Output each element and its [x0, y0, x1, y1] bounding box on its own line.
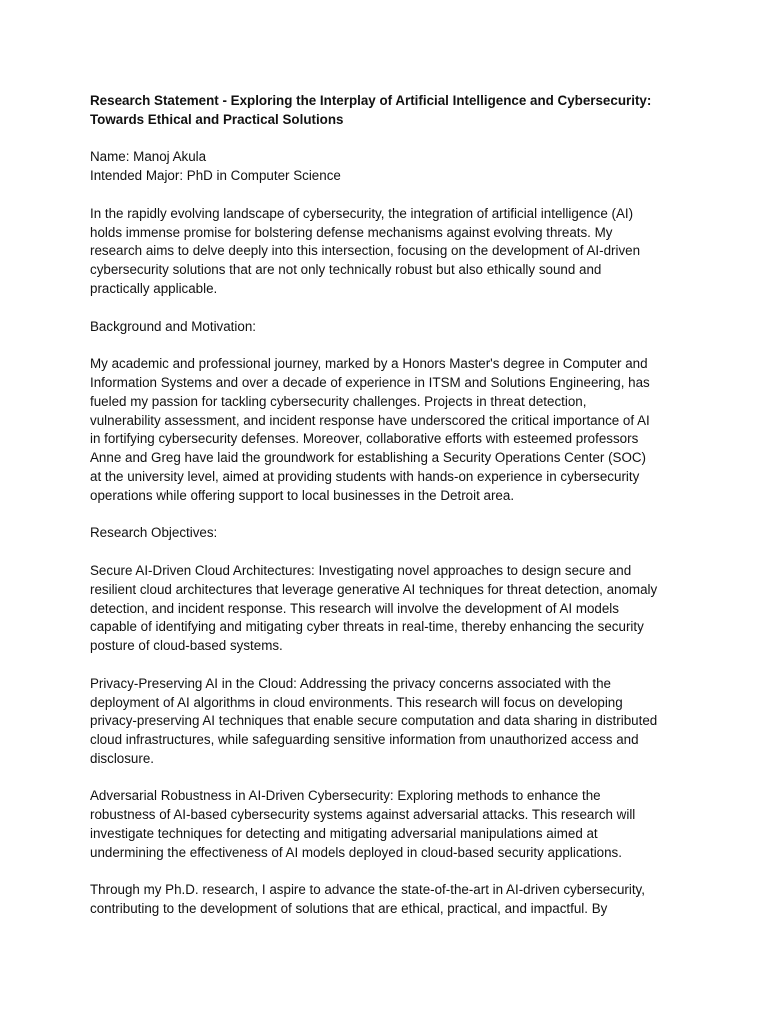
- paragraph-line: Adversarial Robustness in AI-Driven Cybersecurity: Exploring methods to enhance the: [90, 788, 601, 804]
- section-heading: Background and Motivation:: [90, 318, 256, 334]
- paragraph-line: Privacy-Preserving AI in the Cloud: Addressing the privacy concerns associated with the: [90, 675, 612, 691]
- objective-privacy: [90, 675, 690, 769]
- paragraph-line: cloud infrastructures, while safeguarding sensitive information from unauthorized access and: [90, 732, 639, 748]
- paragraph-line: robustness of AI-based cybersecurity systems against adversarial attacks. This research will: [90, 807, 636, 823]
- paragraph-line: deployment of AI algorithms in cloud environments. This research will focus on developing: [90, 694, 623, 710]
- objectives-heading: [90, 524, 690, 543]
- paragraph-line: contributing to the development of solutions that are ethical, practical, and impactful. By: [90, 901, 608, 917]
- paragraph-line: posture of cloud-based systems.: [90, 638, 283, 654]
- title-line: Towards Ethical and Practical Solutions: [90, 111, 344, 127]
- paragraph-line: My academic and professional journey, marked by a Honors Master's degree in Computer and: [90, 356, 648, 372]
- paragraph-line: cybersecurity solutions that are not only technically robust but also ethically sound and: [90, 262, 602, 278]
- name-line: Name: Manoj Akula: [90, 149, 207, 165]
- paragraph-line: investigate techniques for detecting and mitigating adversarial manipulations aimed at: [90, 826, 598, 842]
- paragraph-line: Secure AI-Driven Cloud Architectures: Investigating novel approaches to design secure and: [90, 562, 632, 578]
- paragraph-line: research aims to delve deeply into this intersection, focusing on the development of AI-driven: [90, 243, 641, 259]
- paragraph-line: in fortifying cybersecurity defenses. Moreover, collaborative efforts with esteemed professors: [90, 431, 639, 447]
- author-info: [90, 148, 690, 186]
- paragraph-line: Anne and Greg have laid the groundwork for establishing a Security Operations Center (SOC): [90, 450, 647, 466]
- paragraph-line: disclosure.: [90, 750, 155, 766]
- paragraph-line: practically applicable.: [90, 280, 218, 296]
- objective-adversarial: [90, 787, 690, 862]
- paragraph-line: Information Systems and over a decade of experience in ITSM and Solutions Engineering, has: [90, 374, 650, 390]
- document-page: [90, 92, 690, 938]
- paragraph-line: In the rapidly evolving landscape of cybersecurity, the integration of artificial intelligence (AI): [90, 205, 634, 221]
- paragraph-line: operations while offering support to local businesses in the Detroit area.: [90, 487, 515, 503]
- paragraph-line: resilient cloud architectures that leverage generative AI techniques for threat detection, anomaly: [90, 581, 658, 597]
- paragraph-line: holds immense promise for bolstering defense mechanisms against evolving threats. My: [90, 224, 613, 240]
- background-heading: [90, 318, 690, 337]
- background-paragraph: [90, 355, 690, 505]
- paragraph-line: detection, and incident response. This research will involve the development of AI models: [90, 600, 619, 616]
- paragraph-line: at the university level, aimed at providing students with hands-on experience in cybersecurity: [90, 468, 640, 484]
- paragraph-line: privacy-preserving AI techniques that enable secure computation and data sharing in distributed: [90, 713, 658, 729]
- title-line: Research Statement - Exploring the Interplay of Artificial Intelligence and Cybersecurity:: [90, 93, 652, 108]
- intro-paragraph: [90, 205, 690, 299]
- paragraph-line: vulnerability assessment, and incident response have underscored the critical importance of AI: [90, 412, 650, 428]
- document-title: [90, 92, 690, 130]
- paragraph-line: undermining the effectiveness of AI models deployed in cloud-based security applications.: [90, 844, 622, 860]
- objective-secure-cloud: [90, 562, 690, 656]
- section-heading: Research Objectives:: [90, 525, 218, 541]
- paragraph-line: Through my Ph.D. research, I aspire to advance the state-of-the-art in AI-driven cybersecurity,: [90, 882, 645, 898]
- major-line: Intended Major: PhD in Computer Science: [90, 168, 341, 184]
- closing-paragraph: [90, 881, 690, 919]
- paragraph-line: capable of identifying and mitigating cyber threats in real-time, thereby enhancing the security: [90, 619, 644, 635]
- paragraph-line: fueled my passion for tackling cybersecurity challenges. Projects in threat detection,: [90, 393, 587, 409]
